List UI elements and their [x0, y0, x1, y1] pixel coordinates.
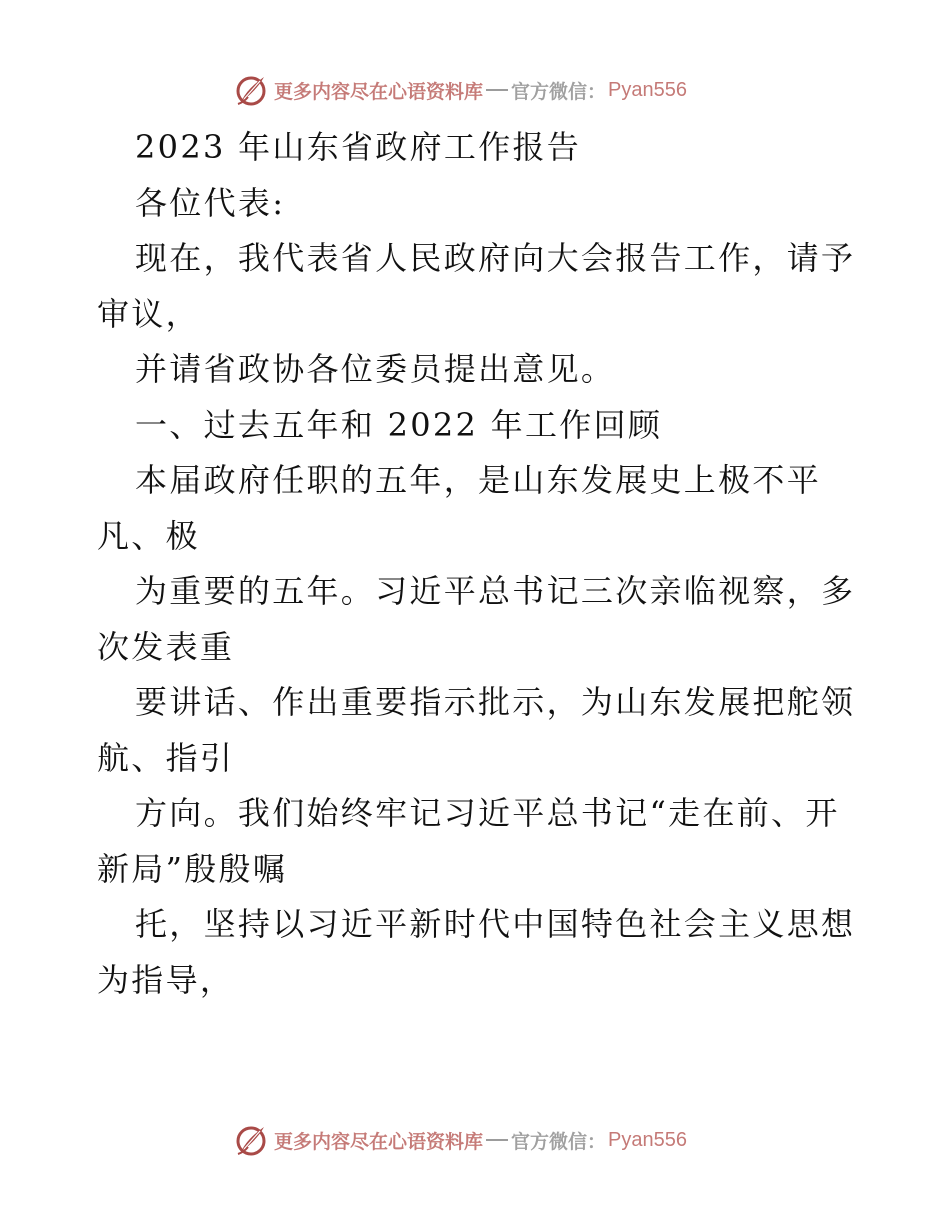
quill-pen-circle-icon: [234, 72, 270, 108]
doc-line: 各位代表:: [135, 183, 286, 222]
doc-line: 新局”殷殷嘱: [97, 849, 288, 888]
banner-dash: [486, 1139, 508, 1141]
doc-line: 审议，: [97, 294, 200, 333]
banner-text: 更多内容尽在心语资料库: [274, 80, 484, 103]
doc-title: 2023 年山东省政府工作报告: [135, 128, 582, 166]
doc-line: 现在，我代表省人民政府向大会报告工作，请予: [135, 239, 856, 277]
doc-line: 航、指引: [97, 738, 235, 777]
quill-pen-circle-icon: [234, 1122, 270, 1158]
footer-banner: [234, 1122, 754, 1158]
doc-line: 为指导，: [97, 960, 235, 999]
banner-text: 更多内容尽在心语资料库: [274, 1130, 484, 1153]
wechat-id: Pyan556: [608, 1128, 687, 1151]
doc-line: 要讲话、作出重要指示批示，为山东发展把舵领: [135, 683, 856, 721]
document-body: [97, 120, 857, 1008]
banner-dash: [486, 89, 508, 91]
wechat-id: Pyan556: [608, 78, 687, 101]
header-banner: [234, 72, 754, 108]
doc-line: 方向。我们始终牢记习近平总书记“走在前、开: [135, 794, 840, 832]
section-heading: 一、过去五年和 2022 年工作回顾: [135, 405, 663, 444]
doc-line: 并请省政协各位委员提出意见。: [135, 350, 616, 388]
wechat-label: 官方微信：: [511, 80, 607, 103]
doc-line: 次发表重: [97, 627, 235, 666]
doc-line: 托，坚持以习近平新时代中国特色社会主义思想: [135, 905, 856, 943]
doc-line: 凡、极: [97, 516, 200, 555]
doc-line: 为重要的五年。习近平总书记三次亲临视察，多: [135, 572, 856, 610]
doc-line: 本届政府任职的五年，是山东发展史上极不平: [135, 461, 822, 499]
wechat-label: 官方微信：: [511, 1130, 607, 1153]
